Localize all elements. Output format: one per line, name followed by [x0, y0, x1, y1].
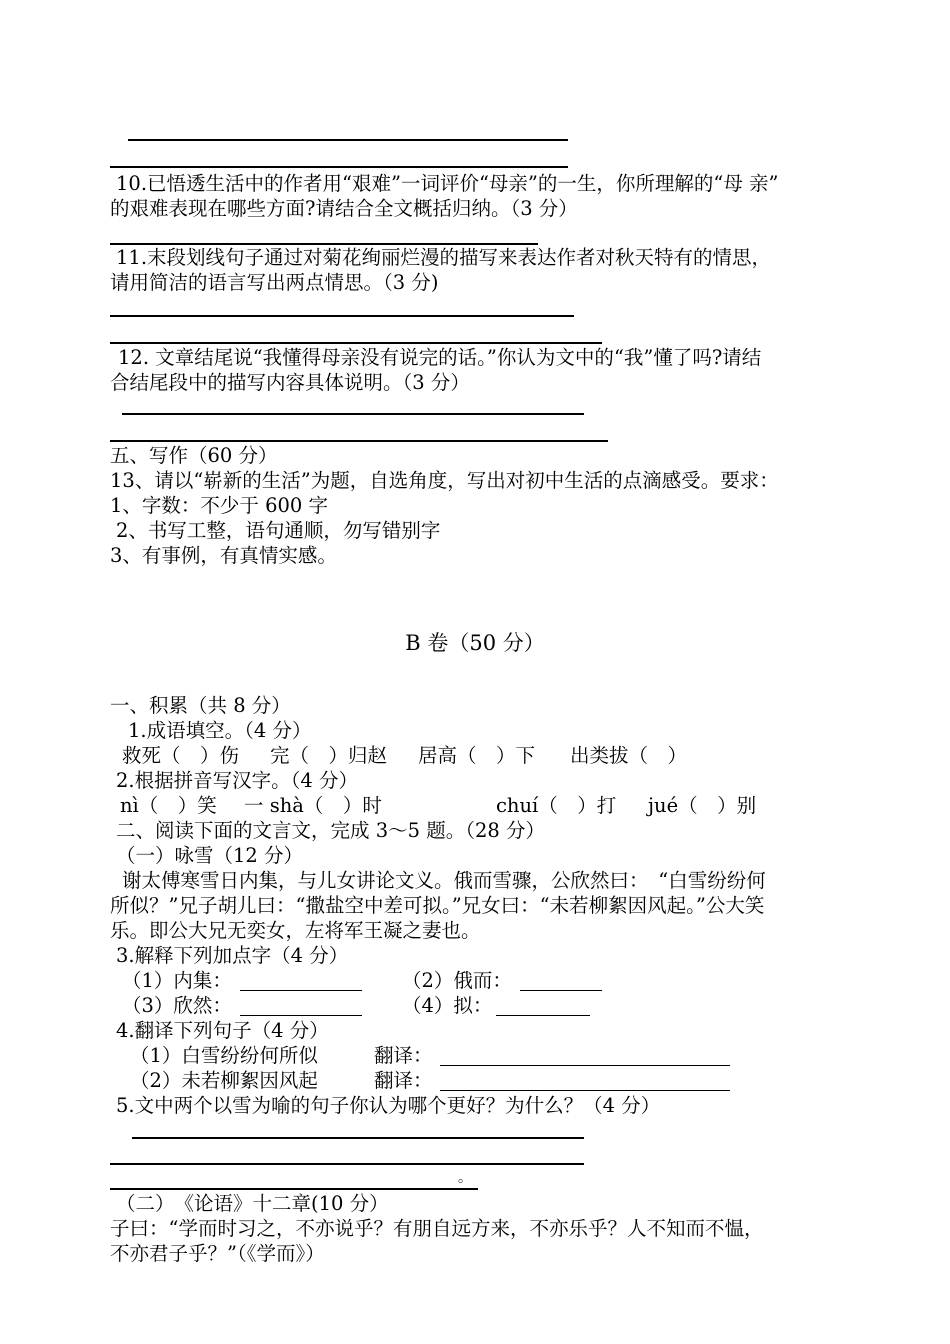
accum-heading: 一、积累（共 8 分）	[110, 694, 291, 717]
q5-end-mark: 。	[458, 1170, 472, 1186]
writing-req-1: 1、字数：不少于 600 字	[110, 494, 329, 517]
q1-item: 居高（ ）下	[418, 744, 536, 767]
q12-line2: 合结尾段中的描写内容具体说明。（3 分）	[110, 371, 470, 394]
q3-blank[interactable]	[240, 1015, 362, 1016]
writing-heading: 五、写作（60 分）	[110, 444, 278, 467]
answer-line[interactable]	[110, 166, 568, 168]
text2-title: （二） 《论语》十二章(10 分）	[116, 1192, 389, 1215]
answer-line[interactable]	[132, 1137, 584, 1139]
q3-blank[interactable]	[496, 1015, 590, 1016]
q2-item: nì（ ）笑	[120, 794, 217, 817]
q3-item: （4）拟：	[402, 994, 493, 1017]
q2-item: chuí（ ）打	[496, 794, 617, 817]
section-b-title: B 卷（50 分）	[405, 631, 545, 655]
writing-req-3: 3、有事例，有真情实感。	[110, 544, 337, 567]
q3-title: 3.解释下列加点字（4 分）	[116, 944, 349, 967]
q1-title: 1.成语填空。（4 分）	[128, 719, 312, 742]
q1-item: 救死（ ）伤	[122, 744, 240, 767]
q4-label: 翻译：	[374, 1044, 433, 1067]
q3-item: （3）欣然：	[122, 994, 232, 1017]
q11-line1: 11.末段划线句子通过对菊花绚丽烂漫的描写来表达作者对秋天特有的情思，	[116, 246, 772, 269]
q12-line1: 12. 文章结尾说“我懂得母亲没有说完的话。”你认为文中的“我”懂了吗?请结	[118, 346, 762, 369]
reading-heading: 二、阅读下面的文言文，完成 3～5 题。（28 分）	[116, 819, 545, 842]
q10-line2: 的艰难表现在哪些方面?请结合全文概括归纳。（3 分）	[110, 197, 578, 220]
answer-line[interactable]	[110, 1163, 584, 1165]
text2-line: 不亦君子乎？”（《学而》）	[110, 1242, 325, 1265]
q1-item: 完（ ）归赵	[270, 744, 388, 767]
q4-blank[interactable]	[440, 1090, 730, 1091]
q5-title: 5.文中两个以雪为喻的句子你认为哪个更好？为什么？（4 分）	[116, 1094, 661, 1117]
answer-line[interactable]	[122, 413, 584, 415]
text1-title: （一）咏雪（12 分）	[116, 844, 304, 867]
q11-line2: 请用简洁的语言写出两点情思。（3 分)	[110, 271, 439, 294]
q4-blank[interactable]	[440, 1065, 730, 1066]
q3-blank[interactable]	[520, 990, 602, 991]
writing-req-2: 2、书写工整，语句通顺，勿写错别字	[116, 519, 441, 542]
q3-item: （1）内集：	[122, 969, 232, 992]
q3-item: （2）俄而：	[402, 969, 512, 992]
q4-source: （2）未若柳絮因风起	[130, 1069, 318, 1092]
answer-line[interactable]	[110, 243, 538, 245]
q2-item: jué（ ）别	[648, 794, 757, 817]
writing-prompt: 13、请以“崭新的生活”为题，自选角度，写出对初中生活的点滴感受。要求：	[110, 469, 779, 492]
q4-source: （1）白雪纷纷何所似	[130, 1044, 318, 1067]
q1-item: 出类拔（ ）	[570, 744, 688, 767]
answer-line[interactable]	[110, 315, 574, 317]
answer-line[interactable]	[110, 342, 602, 344]
q10-line1: 10.已悟透生活中的作者用“艰难”一词评价“母亲”的一生，你所理解的“母 亲”	[116, 172, 779, 195]
answer-line[interactable]	[110, 440, 608, 442]
text2-line: 子曰：“学而时习之，不亦说乎？有朋自远方来，不亦乐乎？人不知而不愠，	[110, 1217, 764, 1240]
text1-line: 乐。即公大兄无奕女，左将军王凝之妻也。	[110, 919, 481, 942]
q3-blank[interactable]	[240, 990, 362, 991]
q2-title: 2.根据拼音写汉字。（4 分）	[116, 769, 358, 792]
answer-line[interactable]	[128, 139, 568, 141]
answer-line[interactable]	[110, 1188, 478, 1190]
text1-line: 所似？”兄子胡儿曰：“撒盐空中差可拟。”兄女曰：“未若柳絮因风起。”公大笑	[110, 894, 765, 917]
q2-item: 一 shà（ ）时	[244, 794, 382, 817]
text1-line: 谢太傅寒雪日内集，与儿女讲论文义。俄而雪骤，公欣然曰： “白雪纷纷何	[122, 869, 766, 892]
q4-title: 4.翻译下列句子（4 分）	[116, 1019, 329, 1042]
q4-label: 翻译：	[374, 1069, 433, 1092]
